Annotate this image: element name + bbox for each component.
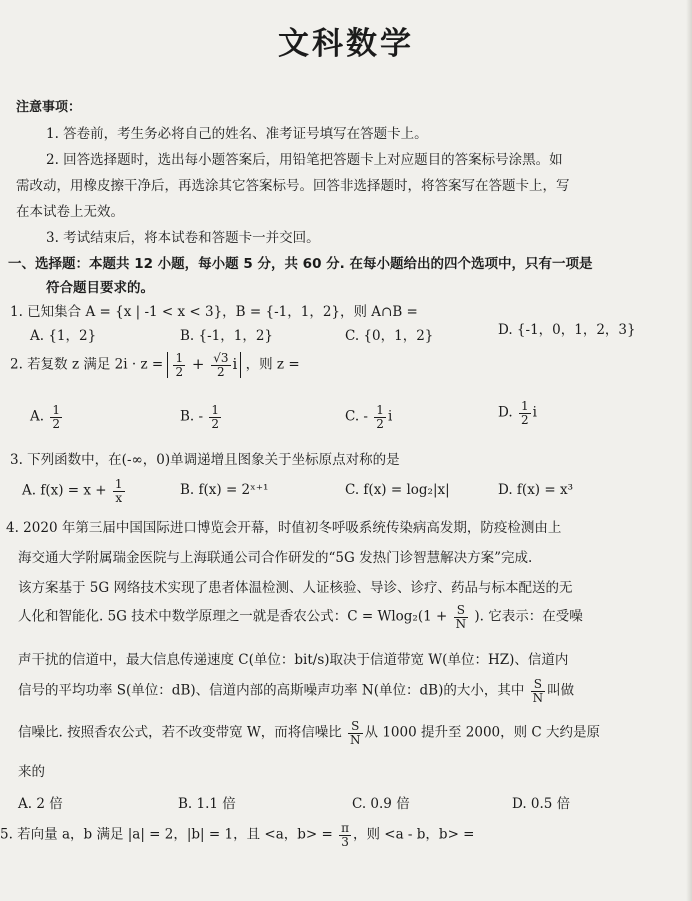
q2-ob-den: 2 [211, 416, 220, 431]
q4-l4-num: S [454, 604, 469, 618]
q2-sqrt-frac [211, 352, 230, 378]
q2-option-b-label: B. - [180, 408, 204, 425]
notice-item-2: 2. 回答选择题时，选出每小题答案后，用铅笔把答题卡上对应题目的答案标号涂黑。如 [46, 152, 563, 168]
q4-formula-text: 人化和智能化. 5G 技术中数学原理之一就是香农公式：C = Wlog₂(1 + [18, 608, 448, 625]
q2-stem-end: ，则 z = [245, 356, 300, 373]
q4-line-3: 该方案基于 5G 网络技术实现了患者体温检测、人证核验、导诊、诊疗、药品与标本配送的无 [18, 580, 573, 596]
q2-option-d-frac [519, 400, 531, 426]
q2-option-c-label: C. - [345, 408, 368, 425]
q2-option-c [345, 404, 392, 430]
q4-l6-num: S [531, 678, 546, 692]
q5-angle-frac [339, 822, 351, 848]
q1-option-b: B. {-1，1，2} [180, 328, 274, 344]
q1-option-a: A. {1，2} [30, 328, 97, 344]
q4-line-4 [18, 604, 583, 630]
q3-option-a-frac [113, 478, 125, 504]
q2-imag-unit: i [232, 355, 238, 374]
q3-option-b: B. f(x) = 2ˣ⁺¹ [180, 482, 269, 498]
q4-l6-den: N [532, 690, 544, 705]
q2-half [173, 352, 185, 378]
q4-formula-tail: ). 它表示：在受噪 [474, 608, 583, 625]
q5-num: π [341, 821, 349, 835]
q2-od-num: 1 [520, 399, 529, 413]
q2-option-b-frac [209, 404, 221, 430]
q2-oc-den: 2 [376, 416, 384, 431]
q5-stem-tail: ，则 <a - b，b> = [352, 826, 475, 843]
q2-option-c-frac [374, 404, 386, 430]
q2-half-den: 2 [175, 364, 184, 379]
q4-l4-den: N [455, 616, 467, 631]
q2-plus: + [191, 355, 205, 374]
notice-item-1: 1. 答卷前，考生务必将自己的姓名、准考证号填写在答题卡上。 [46, 126, 428, 142]
q4-line-8: 来的 [18, 764, 45, 780]
q2-oc-num: 1 [376, 403, 384, 417]
q2-option-a [30, 404, 64, 430]
q3-option-a [22, 478, 127, 504]
q3-oa-num: 1 [114, 477, 123, 491]
q5-stem-text: 5. 若向量 a，b 满足 |a| = 2，|b| = 1，且 <a，b> = [0, 826, 333, 843]
section-heading-cont: 符合题目要求的。 [46, 280, 154, 296]
q2-option-a-label: A. [30, 408, 45, 425]
q4-line-7 [18, 720, 600, 746]
q2-od-imag: i [532, 404, 537, 421]
q4-option-b: B. 1.1 倍 [178, 796, 236, 812]
q2-od-den: 2 [520, 412, 529, 427]
section-heading: 一、选择题：本题共 12 小题，每小题 5 分，共 60 分. 在每小题给出的四个选项中，只有一项是 [8, 256, 593, 272]
q2-oa-num: 1 [52, 403, 60, 417]
q4-l6-text: 信号的平均功率 S(单位：dB)、信道内部的高斯噪声功率 N(单位：dB)的大小，其中 [18, 682, 525, 699]
q4-l6-tail: 叫做 [547, 682, 575, 699]
q4-option-d: D. 0.5 倍 [512, 796, 571, 812]
q3-option-c: C. f(x) = log₂|x| [345, 482, 450, 498]
notice-item-2-cont: 需改动，用橡皮擦干净后，再选涂其它答案标号。回答非选择题时，将答案写在答题卡上，写 [16, 178, 570, 194]
notice-item-3: 3. 考试结束后，将本试卷和答题卡一并交回。 [46, 230, 320, 246]
q1-option-d: D. {-1，0，1，2，3} [498, 322, 636, 338]
notice-heading: 注意事项： [16, 100, 82, 115]
q2-modulus [167, 352, 241, 378]
q2-sqrt-num: √3 [213, 351, 229, 365]
q2-oa-den: 2 [52, 416, 60, 431]
q4-l7-frac [348, 720, 363, 746]
q2-option-d [498, 400, 537, 426]
q2-option-a-frac [50, 404, 62, 430]
q2-half-num: 1 [175, 351, 184, 365]
q2-ob-num: 1 [211, 403, 220, 417]
q4-option-a: A. 2 倍 [18, 796, 63, 812]
q2-option-d-label: D. [498, 404, 513, 421]
q2-oc-imag: i [387, 408, 393, 425]
q2-option-b [180, 404, 223, 430]
paper-edge-shadow [686, 0, 692, 901]
q2-stem [10, 352, 300, 378]
q4-l7-den: N [350, 732, 361, 747]
q4-l7-num: S [348, 720, 363, 734]
q4-line-2: 海交通大学附属瑞金医院与上海联通公司合作研发的“5G 发热门诊智慧解决方案”完成. [18, 550, 533, 566]
q2-stem-start: 2. 若复数 z 满足 2i · z = [10, 356, 164, 373]
q5-den: 3 [341, 834, 349, 849]
notice-item-2-end: 在本试卷上无效。 [16, 204, 124, 220]
q4-formula-frac [454, 604, 469, 630]
q5-stem [0, 822, 474, 848]
q4-l7-text: 信噪比. 按照香农公式，若不改变带宽 W，而将信噪比 [18, 724, 342, 741]
page-title: 文科数学 [278, 26, 414, 62]
q4-line-1: 4. 2020 年第三届中国国际进口博览会开幕，时值初冬呼吸系统传染病高发期，防疫检测由上 [6, 520, 562, 536]
q4-l7-tail: 从 1000 提升至 2000，则 C 大约是原 [364, 724, 601, 741]
q1-stem: 1. 已知集合 A = {x | -1 < x < 3}，B = {-1，1，2}，则 A∩B = [10, 304, 418, 320]
q3-option-d: D. f(x) = x³ [498, 482, 573, 498]
q4-line-5: 声干扰的信道中，最大信息传递速度 C(单位：bit/s)取决于信道带宽 W(单位：HZ)、信道内 [18, 652, 569, 668]
q4-l6-frac [531, 678, 546, 704]
q4-line-6 [18, 678, 574, 704]
q3-stem: 3. 下列函数中，在(-∞，0)单调递增且图象关于坐标原点对称的是 [10, 452, 400, 468]
q2-sqrt-den: 2 [217, 364, 225, 379]
q4-option-c: C. 0.9 倍 [352, 796, 410, 812]
q3-option-a-text: A. f(x) = x + [22, 482, 107, 499]
q3-oa-den: x [115, 490, 123, 505]
q1-option-c: C. {0，1，2} [345, 328, 434, 344]
